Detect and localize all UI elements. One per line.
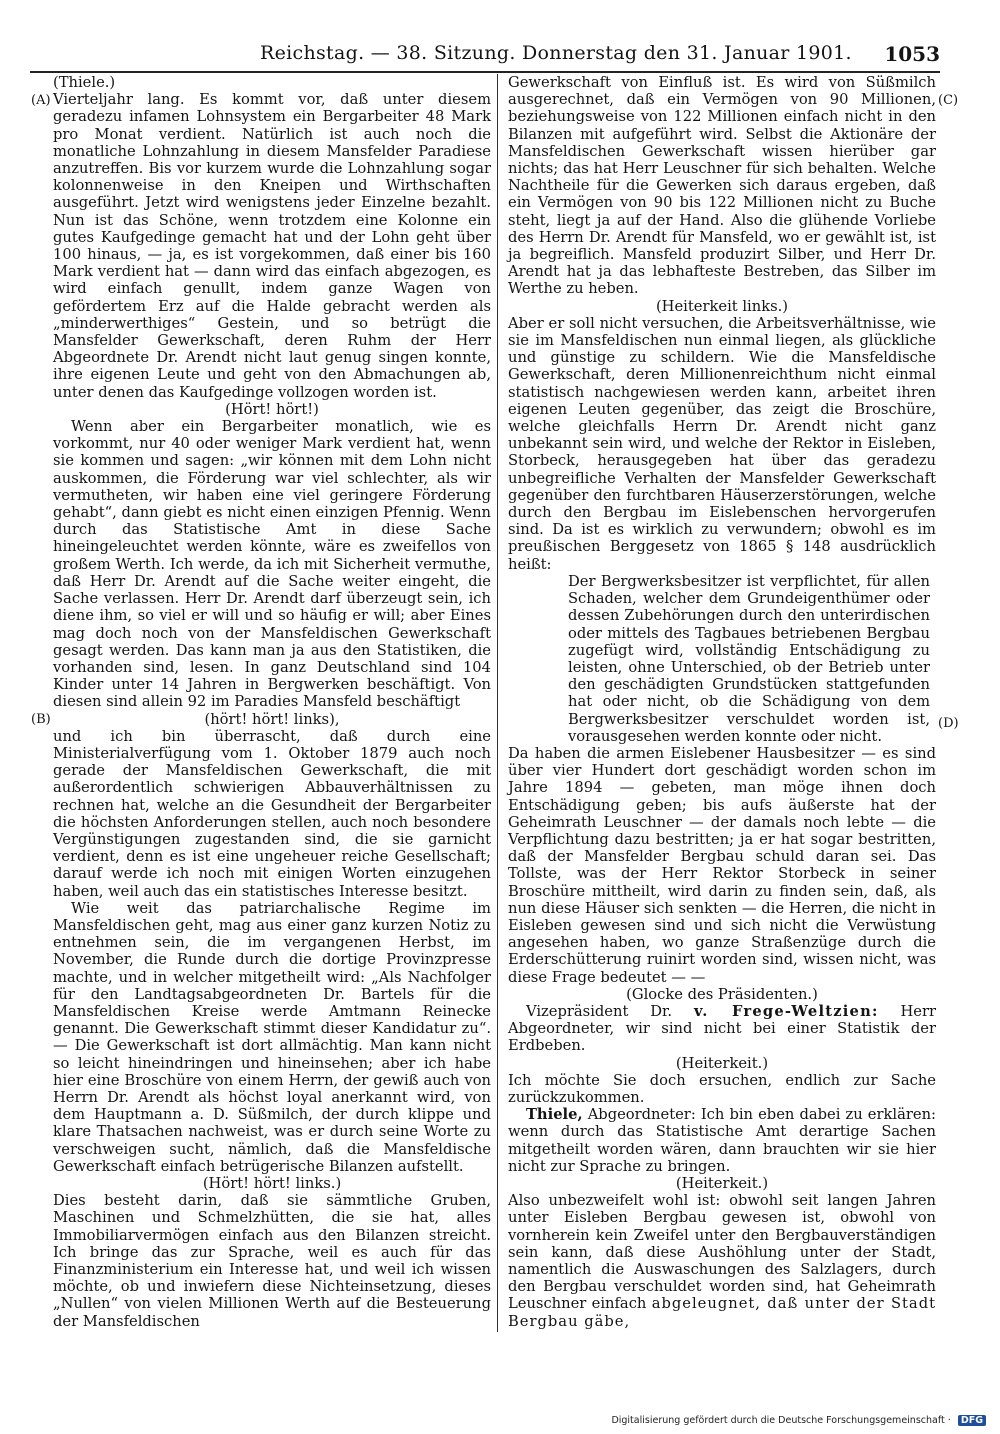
margin-marker-b: (B) [31, 712, 51, 727]
paragraph: Dies besteht darin, daß sie sämmtliche Gruben, Maschinen und Schmelzhütten, die sie hat, alles Immobiliarvermögen einfach aus den Bilanzen streicht. Ich bringe das zur Sprache, weil es auch für das Finanzministerium ein Interesse hat, und weil ich wissen möchte, ob und inwiefern diese Nichteinsetzung, dieses „Nullen“ von vielen Millionen Werth auf die Besteuerung der Mansfeldischen [53, 1192, 491, 1330]
thiele-remark [508, 1106, 936, 1175]
paragraph: und ich bin überrascht, daß durch eine Ministerialverfügung vom 1. Oktober 1879 auch noch gerade der Mansfeldischen Gewerkschaft, die mit außerordentlich schwierigen Abbauverhältnissen zu rechnen hat, welche an die Gesundheit der Bergarbeiter die höchsten Anforderungen stellen, auch noch besondere Vergünstigungen zugestanden sind, die sie garnicht verdient, denn es ist eine ungeheuer reiche Gesellschaft; darauf werde ich noch mit einigen Worten einzugehen haben, weil auch das ein statistisches Interesse besitzt. [53, 727, 491, 900]
header-rule [30, 71, 940, 73]
speaker-text: Herr Abgeordneter, wir sind nicht bei einer Statistik der Erdbeben. [508, 1002, 936, 1055]
interjection: (Hört! hört!) [225, 400, 319, 418]
right-column [508, 74, 936, 1330]
dfg-logo: DFG [958, 1415, 986, 1426]
running-title: Reichstag. — 38. Sitzung. Donnerstag den 31. Januar 1901. [260, 42, 852, 64]
page-number: 1053 [884, 42, 940, 66]
paragraph: Vierteljahr lang. Es kommt vor, daß unter diesem geradezu infamen Lohnsystem ein Bergarbeiter 48 Mark pro Monat verdient. Natürlich ist auch noch die monatliche Lohnzahlung in diesem Mansfelder Paradiese anzutreffen. Bis vor kurzem wurde die Lohnzahlung sogar kolonnenweise in den Kneipen und Wirthschaften ausgeführt. Jetzt wird wenigstens jeder Einzelne bezahlt. Nun ist das Schöne, wenn trotzdem eine Kolonne ein gutes Kaufgedinge gemacht hat und der Lohn geht über 100 hinaus, — ja, es ist vorgekommen, daß einer bis 160 Mark verdient hat — dann wird das einfach abgezogen, es wird einfach genullt, indem ganze Wagen von gefördertem Erz auf die Halde gebracht werden als „minderwerthiges“ Gestein, und so betrügt die Mansfelder Gewerkschaft, deren Ruhm der Herr Abgeordnete Dr. Arendt nicht laut genug singen konnte, ihre eigenen Leute und geht von den Abmachungen ab, unter denen das Kaufgedinge vollzogen worden ist. [53, 91, 491, 401]
left-column [53, 74, 491, 1330]
footer-text: Digitalisierung gefördert durch die Deutsche Forschungsgemeinschaft · [611, 1415, 951, 1426]
paragraph: Wie weit das patriarchalische Regime im Mansfeldischen geht, mag aus einer ganz kurzen Notiz zu entnehmen sein, die im vergangenen Herbst, im November, die Runde durch die dortige Provinzpresse machte, und in welcher mitgetheilt wird: „Als Nachfolger für den Landtagsabgeordneten Dr. Bartels für die Mansfeldischen Kreise werde Amtmann Reinecke genannt. Die Gewerkschaft stimmt dieser Kandidatur zu“. — Die Gewerkschaft ist dort allmächtig. Man kann nicht so leicht hineindringen und hineinsehen; aber ich habe hier eine Broschüre von einem Herrn, der gewiß auch von Herrn Dr. Arendt als höchst loyal anerkannt wird, von dem Hauptmann a. D. Süßmilch, der durch klippe und klare Thatsachen nachweist, was er durch seine Worte zu verschweigen sucht, nämlich, daß die Mansfeldische Gewerkschaft einfach betrügerische Bilanzen aufstellt. [53, 899, 491, 1175]
paragraph: Da haben die armen Eislebener Hausbesitzer — es sind über vier Hundert dort geschädigt worden schon im Jahre 1894 — gebeten, man möge ihnen doch Entschädigung geben; bis aufs äußerste hat der Geheimrath Leuschner — der damals noch lebte — die Verpflichtung dazu bestritten; ja er hat sogar bestritten, daß der Mansfelder Bergbau schuld daran sei. Das Tollste, was der Herr Rektor Storbeck in seiner Broschüre mittheilt, wird darin zu finden sein, daß, als nun diese Häuser sich senkten — die Herren, die nicht in Eisleben gewesen sind und sich nicht die Verwüstung angesehen haben, wo ganze Straßenzüge durch die Erderschütterung ruinirt worden sind, wissen nicht, was diese Frage bedeutet — — [508, 744, 936, 986]
digitization-footer [611, 1415, 986, 1426]
interjection: (hört! hört! links), [204, 710, 340, 728]
speaker-name: v. Frege-Weltzien: [693, 1002, 879, 1020]
paragraph: Aber er soll nicht versuchen, die Arbeitsverhältnisse, wie sie im Mansfeldischen nun einmal liegen, als glückliche und günstige zu schildern. Wie die Mansfeldische Gewerkschaft, deren Millionenreichthum nicht einmal statistisch nachgewiesen werden kann, arbeitet ihren eigenen Leuten gegenüber, das zeigt die Broschüre, welche gleichfalls Herrn Dr. Arendt nicht ganz unbekannt sein wird, und welche der Rektor in Eisleben, Storbeck, herausgegeben hat über das geradezu unbegreifliche Verhalten der Mansfelder Gewerkschaft gegenüber den furchtbaren Häuserzerstörungen, welche durch den Bergbau im Eislebenschen hervorgerufen sind. Da ist es wirklich zu verwundern; obwohl es im preußischen Berggesetz von 1865 § 148 ausdrücklich heißt: [508, 314, 936, 573]
interjection: (Heiterkeit.) [675, 1054, 769, 1072]
interjection: (Heiterkeit links.) [655, 297, 789, 315]
interjection: (Hört! hört! links.) [202, 1175, 342, 1192]
paragraph: Ich möchte Sie doch ersuchen, endlich zur Sache zurückzukommen. [508, 1071, 936, 1106]
interjection: (Glocke des Präsidenten.) [626, 985, 818, 1003]
margin-marker-c: (C) [938, 93, 959, 108]
margin-marker-d: (D) [938, 716, 959, 731]
column-divider [497, 74, 498, 1332]
speaker-continuation: (Thiele.) [53, 74, 116, 91]
paragraph: Gewerkschaft von Einfluß ist. Es wird von Süßmilch ausgerechnet, daß ein Vermögen von 90 Millionen, beziehungsweise von 122 Millionen einfach nicht in den Bilanzen mit aufgeführt wird. Selbst die Aktionäre der Mansfeldischen Gewerkschaft wissen hierüber gar nichts; das hat Herr Leuschner für sich behalten. Welche Nachtheile für die Gewerken sich daraus ergeben, daß ein Vermögen von 90 bis 122 Millionen nicht zu Buche steht, liegt ja auf der Hand. Also die glühende Vorliebe des Herrn Dr. Arendt für Mansfeld, wo er gewählt ist, ist ja begreiflich. Mansfeld produzirt Silber, und Herr Dr. Arendt hat ja das lebhafteste Bestreben, das Silber im Werthe zu heben. [508, 74, 936, 298]
law-quote: Der Bergwerksbesitzer ist verpflichtet, für allen Schaden, welcher dem Grundeigenthümer oder dessen Zubehörungen durch den unterirdischen oder mittels des Tagbaues betriebenen Bergbau zugefügt wird, vollständig Entschädigung zu leisten, ohne Unterschied, ob der Betrieb unter den geschädigten Grundstücken stattgefunden hat oder nicht, ob die Schädigung von dem Bergwerksbesitzer verschuldet worden ist, vorausgesehen werden konnte oder nicht. [568, 572, 930, 745]
paragraph-text-spaced: abgeleugnet, daß unter der Stadt Bergbau gäbe, [508, 1295, 936, 1330]
speaker-label: Vizepräsident Dr. [526, 1002, 673, 1020]
margin-marker-a: (A) [31, 93, 51, 108]
interjection: (Heiterkeit.) [675, 1175, 769, 1192]
speaker-text: Abgeordneter: Ich bin eben dabei zu erklären: wenn durch das Statistische Amt derartige Sachen mitgetheilt worden wären, dann brauchten wir sie hier nicht zur Sprache zu bringen. [508, 1106, 936, 1175]
paragraph: Wenn aber ein Bergarbeiter monatlich, wie es vorkommt, nur 40 oder weniger Mark verdient hat, wenn sie kommen und sagen: „wir können mit dem Lohn nicht auskommen, die Förderung war viel schlechter, als wir vermutheten, wir haben eine viel geringere Förderung gehabt“, dann giebt es nicht einen einzigen Pfennig. Wenn durch das Statistische Amt in diese Sache hineingeleuchtet werden könnte, wäre es zweifellos von großem Werth. Ich werde, da ich mit Sicherheit vermuthe, daß Herr Dr. Arendt auf die Sache weiter eingeht, die Sache verlassen. Herr Dr. Arendt darf überzeugt sein, ich diene ihm, so viel er will und so häufig er will; aber Eines mag doch noch von der Mansfeldischen Gewerkschaft gesagt werden. Das kann man ja aus den Statistiken, die vorhanden sind, lesen. In ganz Deutschland sind 104 Kinder unter 14 Jahren in Bergwerken beschäftigt. Von diesen sind allein 92 im Paradies Mansfeld beschäftigt [53, 418, 491, 711]
speaker-name: Thiele, [526, 1106, 583, 1124]
paragraph [508, 1192, 936, 1330]
vice-president-remark [508, 1003, 936, 1055]
paragraph-text: Also unbezweifelt wohl ist: obwohl seit langen Jahren unter Eisleben Bergbau gewesen ist, obwohl von vornherein kein Zweifel unter den Bergbauverständigen sein kann, daß diese Aushöhlung unter der Stadt, namentlich die Auswaschungen des Salzlagers, durch den Bergbau verschuldet worden sind, hat Geheimrath Leuschner einfach [508, 1192, 936, 1313]
page-header [30, 38, 940, 68]
